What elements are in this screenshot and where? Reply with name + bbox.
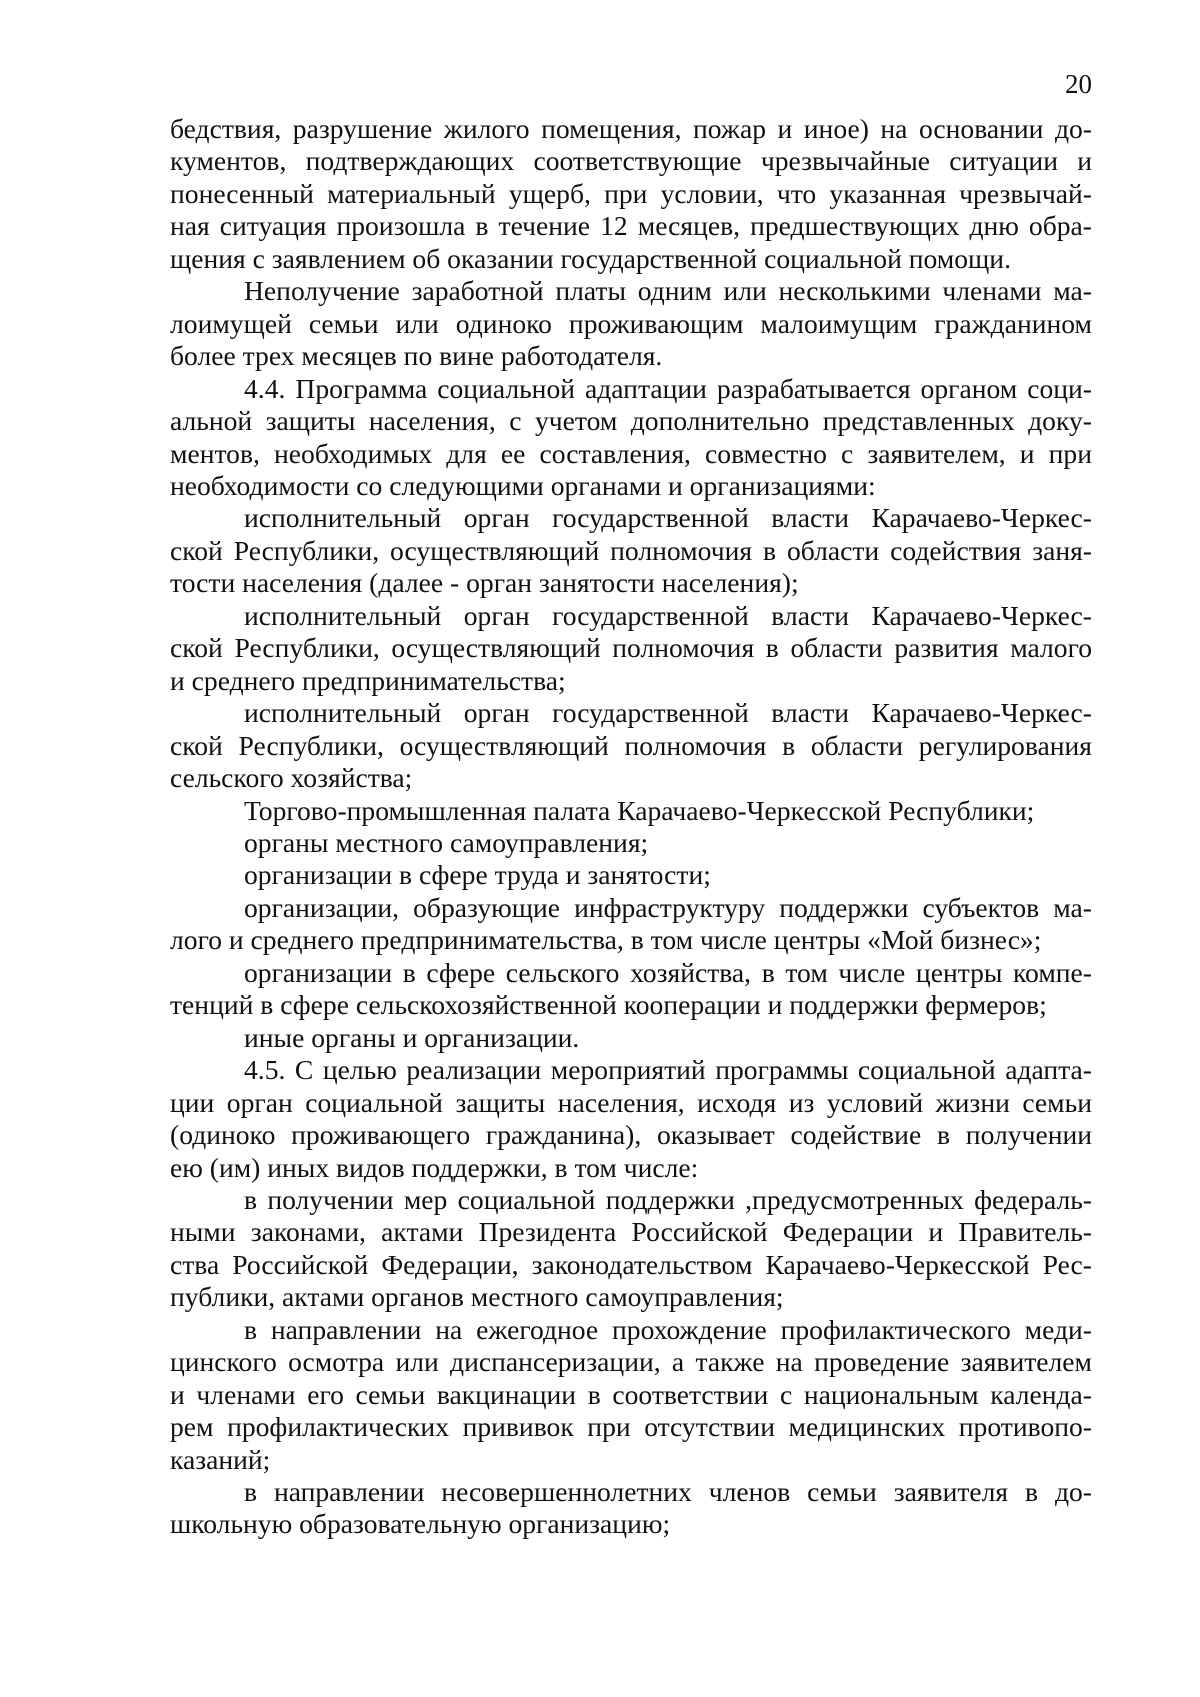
text-line: в получении мер социальной поддержки ,предусмотренных федераль- [244, 1183, 1092, 1215]
document-body [170, 113, 1092, 1541]
text-line: более трех месяцев по вине работодателя. [170, 340, 663, 372]
text-line: организации в сфере сельского хозяйства, в том числе центры компе- [244, 956, 1092, 988]
paragraph [170, 1314, 1092, 1476]
paragraph [170, 275, 1092, 372]
text-line: исполнительный орган государственной власти Карачаево-Черкес- [244, 697, 1092, 729]
text-line: исполнительный орган государственной власти Карачаево-Черкес- [244, 502, 1092, 534]
text-line: иные органы и организации. [244, 1021, 580, 1053]
text-line: ской Республики, осуществляющий полномочия в области содействия заня- [170, 534, 1092, 566]
text-line: и среднего предпринимательства; [170, 664, 566, 696]
text-line: в направлении на ежегодное прохождение профилактического меди- [244, 1313, 1092, 1345]
text-line: лоимущей семьи или одиноко проживающим малоимущим гражданином [170, 307, 1092, 339]
text-line: казаний; [170, 1443, 271, 1475]
text-line: тенций в сфере сельскохозяйственной кооперации и поддержки фермеров; [170, 989, 1047, 1021]
text-line: тости населения (далее - орган занятости населения); [170, 567, 799, 599]
text-line: кументов, подтверждающих соответствующие чрезвычайные ситуации и [170, 145, 1092, 177]
text-line: цинского осмотра или диспансеризации, а также на проведение заявителем [170, 1346, 1092, 1378]
text-line: школьную образовательную организацию; [170, 1508, 671, 1540]
text-line: ской Республики, осуществляющий полномочия в области развития малого [170, 632, 1092, 664]
text-line: в направлении несовершеннолетних членов семьи заявителя в до- [244, 1476, 1092, 1508]
paragraph [170, 697, 1092, 794]
text-line: ными законами, актами Президента Российской Федерации и Правитель- [170, 1216, 1092, 1248]
text-line: ная ситуация произошла в течение 12 месяцев, предшествующих дню обра- [170, 210, 1092, 242]
text-line: и членами его семьи вакцинации в соответствии с национальным календа- [170, 1378, 1092, 1410]
paragraph [170, 1476, 1092, 1541]
text-line: организации в сфере труда и занятости; [244, 859, 711, 891]
text-line: (одиноко проживающего гражданина), оказывает содействие в получении [170, 1119, 1092, 1151]
text-line: публики, актами органов местного самоуправления; [170, 1281, 784, 1313]
paragraph [170, 795, 1092, 827]
text-line: Торгово-промышленная палата Карачаево-Черкесской Республики; [244, 794, 1035, 826]
paragraph [170, 1054, 1092, 1184]
paragraph [170, 373, 1092, 503]
paragraph [170, 957, 1092, 1022]
text-line: Неполучение заработной платы одним или несколькими членами ма- [244, 275, 1092, 307]
text-line: ции орган социальной защиты населения, исходя из условий жизни семьи [170, 1086, 1092, 1118]
text-line: 4.5. С целью реализации мероприятий программы социальной адапта- [244, 1054, 1092, 1086]
paragraph [170, 600, 1092, 697]
text-line: альной защиты населения, с учетом дополнительно представленных доку- [170, 405, 1092, 437]
paragraph [170, 1022, 1092, 1054]
text-line: ментов, необходимых для ее составления, совместно с заявителем, и при [170, 437, 1092, 469]
paragraph [170, 892, 1092, 957]
text-line: понесенный материальный ущерб, при условии, что указанная чрезвычай- [170, 177, 1092, 209]
text-line: сельского хозяйства; [170, 762, 413, 794]
text-line: ею (им) иных видов поддержки, в том числе: [170, 1151, 699, 1183]
text-line: органы местного самоуправления; [244, 826, 649, 858]
page-number: 20 [1065, 69, 1092, 99]
text-line: ства Российской Федерации, законодательством Карачаево-Черкесской Рес- [170, 1248, 1092, 1280]
paragraph [170, 1184, 1092, 1314]
paragraph [170, 502, 1092, 599]
text-line: 4.4. Программа социальной адаптации разрабатывается органом соци- [244, 372, 1092, 404]
text-line: организации, образующие инфраструктуру поддержки субъектов ма- [244, 891, 1092, 923]
paragraph [170, 859, 1092, 891]
text-line: щения с заявлением об оказании государственной социальной помощи. [170, 242, 1011, 274]
text-line: лого и среднего предпринимательства, в том числе центры «Мой бизнес»; [170, 924, 1042, 956]
text-line: рем профилактических прививок при отсутствии медицинских противопо- [170, 1411, 1092, 1443]
text-line: необходимости со следующими органами и организациями: [170, 469, 876, 501]
text-line: ской Республики, осуществляющий полномочия в области регулирования [170, 729, 1092, 761]
paragraph [170, 827, 1092, 859]
text-line: бедствия, разрушение жилого помещения, пожар и иное) на основании до- [170, 113, 1092, 144]
text-line: исполнительный орган государственной власти Карачаево-Черкес- [244, 599, 1092, 631]
paragraph [170, 113, 1092, 275]
